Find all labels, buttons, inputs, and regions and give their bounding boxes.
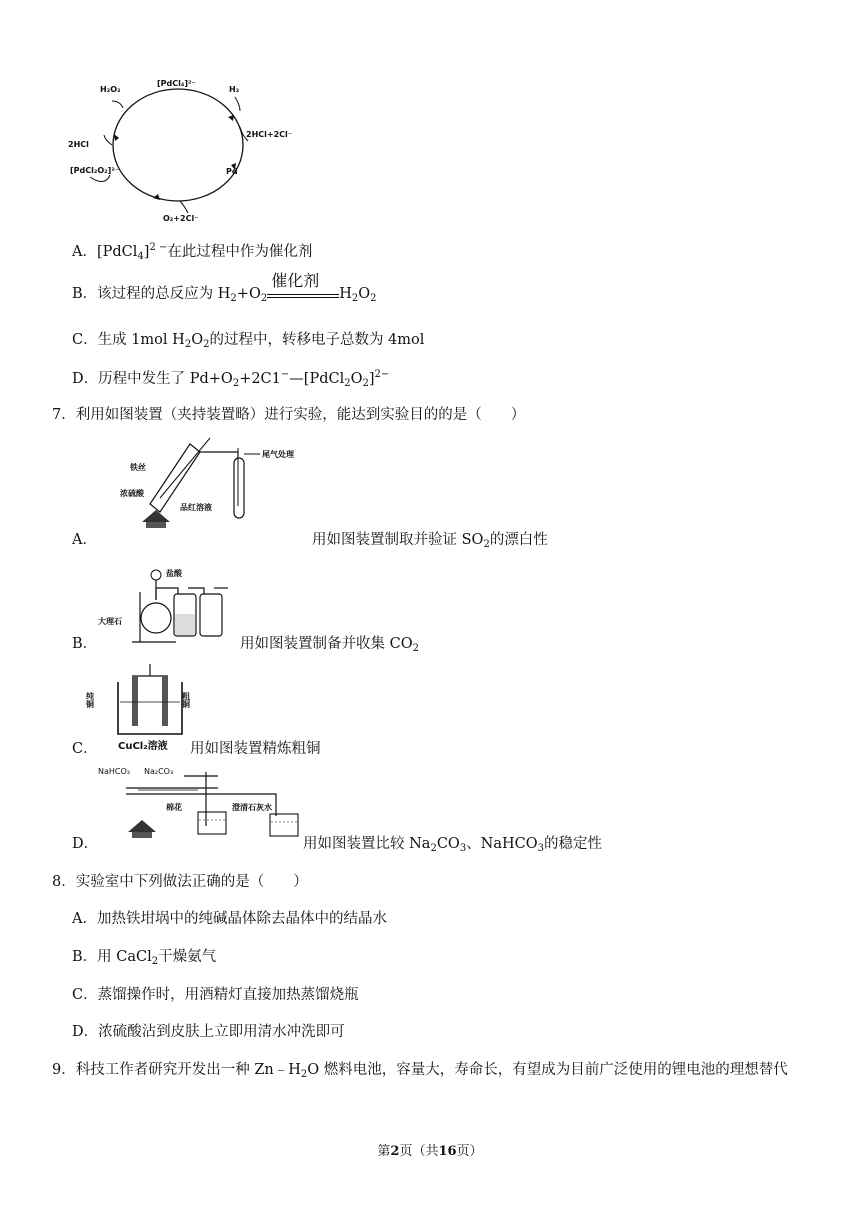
q7a-label-solution: 品红溶液 (180, 503, 212, 512)
q7c-label-right: 粗铜 (181, 692, 191, 708)
q6-option-c: C．生成 1mol $H_2O_2$的过程中，转移电子总数为 4mol (72, 332, 425, 350)
cycle-label-pdcl2o2: [PdCl₂O₂]²⁻ (70, 166, 120, 175)
q7-stem: 7．利用如图装置（夹持装置略）进行实验，能达到实验目的的是（ ） (52, 407, 526, 423)
q7d-label-b: Na₂CO₃ (144, 767, 174, 776)
q7b-label-marble: 大理石 (98, 617, 122, 626)
total-page-number: 16 (438, 1144, 457, 1159)
q6-option-a: A．[PdCl$_4$]$^{2 -}$在此过程中作为催化剂 (72, 242, 313, 262)
cycle-label-2hcl-2cl: 2HCl+2Cl⁻ (246, 130, 292, 139)
q7a-label-tail: 尾气处理 (262, 450, 294, 459)
page-footer: 第2页（共16页） (377, 1144, 483, 1159)
q9-stem: 9．科技工作者研究开发出一种 $Zn﹣H_2O$ 燃料电池，容量大，寿命长，有望成为目前广泛使用的锂电池的理想替代 (52, 1062, 788, 1080)
q6-option-d: D．历程中发生了 $Pd+O_2+2C1^-—[PdCl_2O_2]^{2-}$ (72, 369, 390, 389)
cycle-label-2hcl: 2HCl (68, 140, 89, 149)
q7c-label-solution: CuCl₂溶液 (118, 741, 168, 752)
q7-b-figure (96, 562, 236, 644)
q7-option-b-text: 用如图装置制备并收集 $CO_2$ (240, 636, 419, 654)
q7-c-figure (85, 662, 192, 754)
q7-a-figure (120, 436, 320, 532)
q7-option-a-text: 用如图装置制取并验证 $SO_2$的漂白性 (312, 532, 548, 550)
q7-option-d-text: 用如图装置比较 $Na_2CO_3$、NaHCO$_3$的稳定性 (303, 836, 603, 854)
q7d-label-cotton: 棉花 (166, 803, 182, 812)
catalytic-cycle-diagram (60, 75, 320, 225)
q7-option-c-label: C． (72, 741, 98, 757)
cycle-label-pdcl4: [PdCl₄]²⁻ (157, 79, 196, 88)
current-page-number: 2 (390, 1144, 400, 1159)
q8-option-d: D．浓硫酸沾到皮肤上立即用清水冲洗即可 (72, 1024, 345, 1040)
cycle-label-h2o2: H₂O₂ (100, 85, 121, 94)
q7-d-figure (98, 762, 304, 852)
q7a-label-wire: 铁丝 (130, 463, 146, 472)
cycle-label-h2: H₂ (229, 85, 240, 94)
q7-option-a-label: A． (72, 532, 97, 548)
q7-option-d-label: D． (72, 836, 99, 852)
q8-option-a: A．加热铁坩埚中的纯碱晶体除去晶体中的结晶水 (72, 911, 387, 927)
q7a-label-acid: 浓硫酸 (120, 489, 144, 498)
q8-option-b: B．用 CaCl$_2$干燥氨气 (72, 949, 217, 967)
cycle-label-pd: Pd (226, 167, 238, 176)
q7-option-c-text: 用如图装置精炼粗铜 (190, 741, 321, 757)
q7d-label-lime: 澄清石灰水 (232, 803, 272, 812)
q7-option-b-label: B． (72, 636, 98, 652)
q6-option-b: B．该过程的总反应为 $H_2+O_2$ 催化剂 $H_2O_2$ (72, 282, 377, 304)
q7c-label-left: 纯铜 (85, 692, 95, 708)
q7b-label-acid: 盐酸 (166, 569, 182, 578)
cycle-label-o2-2cl: O₂+2Cl⁻ (163, 214, 199, 223)
q8-stem: 8．实验室中下列做法正确的是（ ） (52, 874, 308, 890)
q8-option-c: C．蒸馏操作时，用酒精灯直接加热蒸馏烧瓶 (72, 987, 359, 1003)
catalyst-label: 催化剂 (271, 271, 320, 290)
q7d-label-a: NaHCO₃ (98, 767, 130, 776)
